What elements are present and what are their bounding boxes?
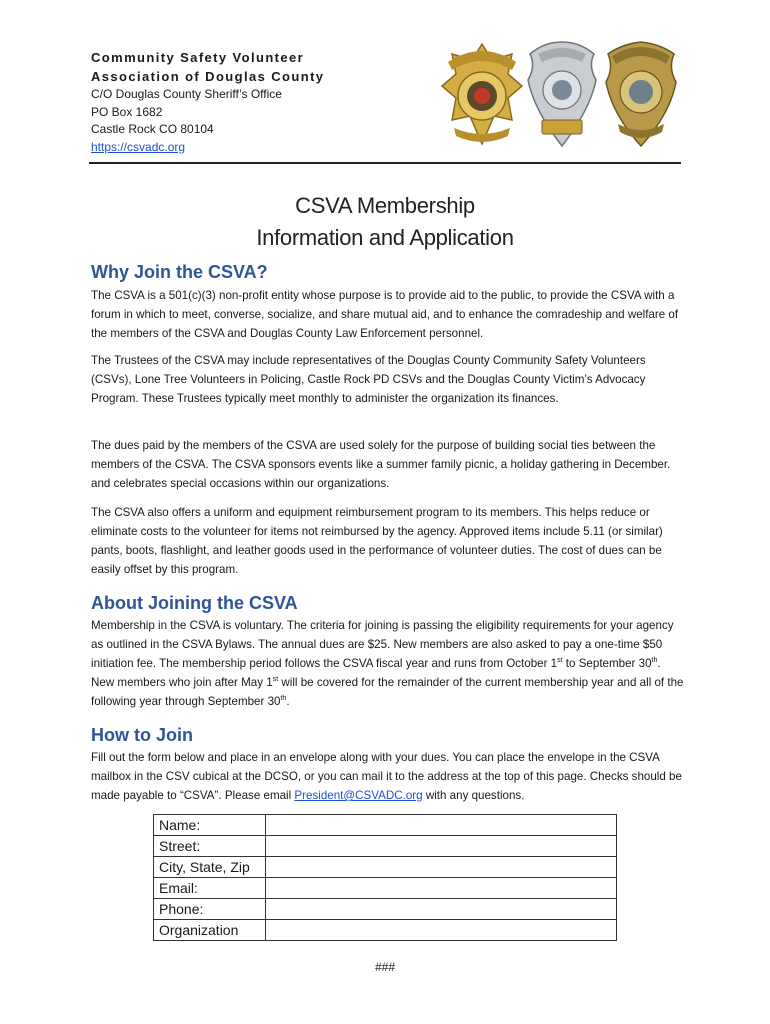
table-row (154, 920, 617, 941)
address-line1: C/O Douglas County Sheriff’s Office (91, 87, 282, 101)
sheriff-volunteer-badge-icon (440, 40, 524, 150)
table-row (154, 836, 617, 857)
address-line3: Castle Rock CO 80104 (91, 122, 214, 136)
form-field-organization[interactable] (266, 920, 617, 941)
table-row (154, 857, 617, 878)
why-paragraph-2: The Trustees of the CSVA may include representatives of the Douglas County Community Safety Volunteers (CSVs), Lone Tree Volunteers in Policing, Castle Rock PD CSVs and the Douglas County Victim’s Advocacy Program. These Trustees typically meet monthly to administer the organization its finances. (91, 354, 646, 405)
table-row (154, 899, 617, 920)
page-title (0, 190, 770, 254)
form-field-phone[interactable] (266, 899, 617, 920)
why-paragraph-1: The CSVA is a 501(c)(3) non-profit entity whose purpose is to provide aid to the public, to provide the CSVA with a forum in which to meet, converse, socialize, and share mutual aid, and to enhance the comradeship and welfare of the members of the CSVA and Douglas County Law Enforcement personnel. (91, 289, 679, 340)
form-field-city-state-zip[interactable] (266, 857, 617, 878)
form-field-name[interactable] (266, 815, 617, 836)
heading-how-to-join: How to Join (91, 725, 193, 745)
org-name-line1: Community Safety Volunteer (91, 50, 305, 65)
lone-tree-volunteer-badge-icon (602, 40, 680, 150)
form-field-street[interactable] (266, 836, 617, 857)
form-field-email[interactable] (266, 878, 617, 899)
why-paragraph-3: The dues paid by the members of the CSVA are used solely for the purpose of building social ties between the members of the CSVA. The CSVA sponsors events like a summer family picnic, a holiday gathering in December. and celebrates special occasions within our organizations. (91, 439, 671, 490)
header-divider (89, 162, 681, 164)
membership-form-table (153, 814, 617, 941)
address-line2: PO Box 1682 (91, 104, 163, 119)
form-label-name: Name: (154, 815, 266, 836)
form-label-street: Street: (154, 836, 266, 857)
form-label-organization: Organization (154, 920, 266, 941)
heading-why-join: Why Join the CSVA? (91, 262, 268, 282)
form-label-email: Email: (154, 878, 266, 899)
form-label-city-state-zip: City, State, Zip (154, 857, 266, 878)
org-address-block (91, 48, 411, 156)
why-paragraph-4: The CSVA also offers a uniform and equipment reimbursement program to its members. This helps reduce or eliminate costs to the volunteer for items not reimbursed by the agency. Approved items include 5.11 (or similar) pants, boots, flashlight, and leather goods used in the performance of volunteer duties. The cost of dues can be easily offset by this program. (91, 506, 663, 576)
how-paragraph: Fill out the form below and place in an envelope along with your dues. You can place the envelope in the CSVA mailbox in the CSV cubical at the DCSO, or you can mail it to the address at the top of this page. Checks should be made payable to “CSVA”. Please email President@CSVADC.org with any questions. (91, 751, 682, 802)
title-line2: Information and Application (256, 225, 514, 250)
about-paragraph: Membership in the CSVA is voluntary. The criteria for joining is passing the eligibility requirements for your agency as outlined in the CSVA Bylaws. The annual dues are $25. New members are also asked to pay a one-time $50 initiation fee. The membership period follows the CSVA fiscal year and runs from October 1st to September 30th. New members who join after May 1st will be covered for the remainder of the current membership year and all of the following year through September 30th. (91, 619, 684, 708)
website-link[interactable]: https://csvadc.org (91, 139, 186, 154)
table-row (154, 815, 617, 836)
heading-about-joining: About Joining the CSVA (91, 593, 298, 613)
castle-rock-police-badge-icon (524, 40, 600, 150)
form-label-phone: Phone: (154, 899, 266, 920)
badge-logos (440, 40, 680, 156)
end-of-document-mark: ### (374, 960, 396, 974)
table-row (154, 878, 617, 899)
president-email-link[interactable]: President@CSVADC.org (294, 789, 423, 802)
title-line1: CSVA Membership (295, 193, 475, 218)
org-name-line2: Association of Douglas County (91, 69, 325, 84)
